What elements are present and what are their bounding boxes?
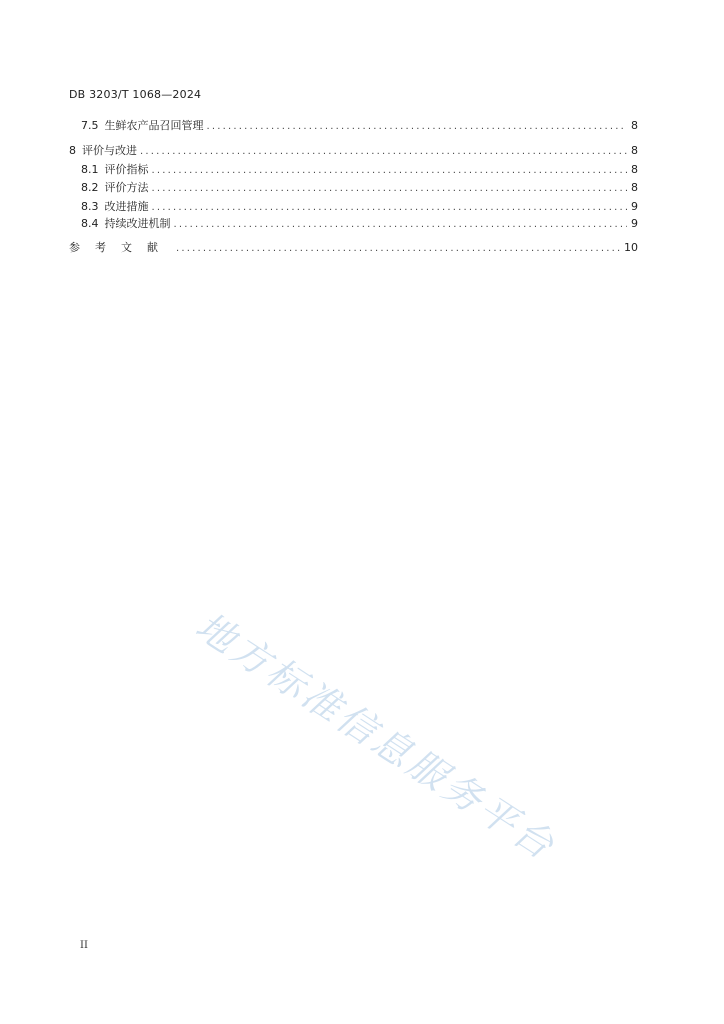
toc-entry-page: 10 [624,241,638,254]
toc-entry[interactable] [69,216,638,232]
toc-leader-dots [152,200,628,216]
toc-entry-page: 9 [631,200,638,213]
toc-entry[interactable] [69,162,638,178]
toc-entry-title: 生鲜农产品召回管理 [104,119,204,132]
toc-entry-number: 8 [69,144,76,157]
toc-leader-dots [174,217,628,233]
toc-entry-page: 8 [631,119,638,132]
watermark-text: 地方标准信息服务平台 [187,603,565,870]
toc-entry-number: 8.3 [81,200,99,213]
toc-entry-page: 8 [631,144,638,157]
toc-entry-page: 8 [631,163,638,176]
toc-leader-dots [207,119,628,135]
toc-entry-number: 8.1 [81,163,99,176]
toc-leader-dots [152,163,628,179]
toc-entry[interactable] [69,240,638,256]
toc-entry-title: 改进措施 [104,200,149,213]
toc-entry[interactable] [69,199,638,215]
toc-entry-number: 7.5 [81,119,99,132]
toc-entry[interactable] [69,180,638,196]
toc-entry[interactable] [69,143,638,159]
toc-entry-title: 评价与改进 [82,144,137,157]
toc-leader-dots [176,241,621,257]
toc-entry[interactable] [69,118,638,134]
toc-entry-number: 8.2 [81,181,99,194]
toc-entry-title: 持续改进机制 [104,217,171,230]
toc-entry-page: 9 [631,217,638,230]
toc-entry-title: 评价方法 [104,181,149,194]
toc-leader-dots [152,181,628,197]
page-number: II [80,940,88,951]
toc-entry-page: 8 [631,181,638,194]
toc-entry-number: 8.4 [81,217,99,230]
toc-leader-dots [140,144,627,160]
toc-entry-title: 评价指标 [104,163,149,176]
toc-entry-title: 参考文献 [69,241,173,254]
document-number-header: DB 3203/T 1068—2024 [69,88,202,101]
